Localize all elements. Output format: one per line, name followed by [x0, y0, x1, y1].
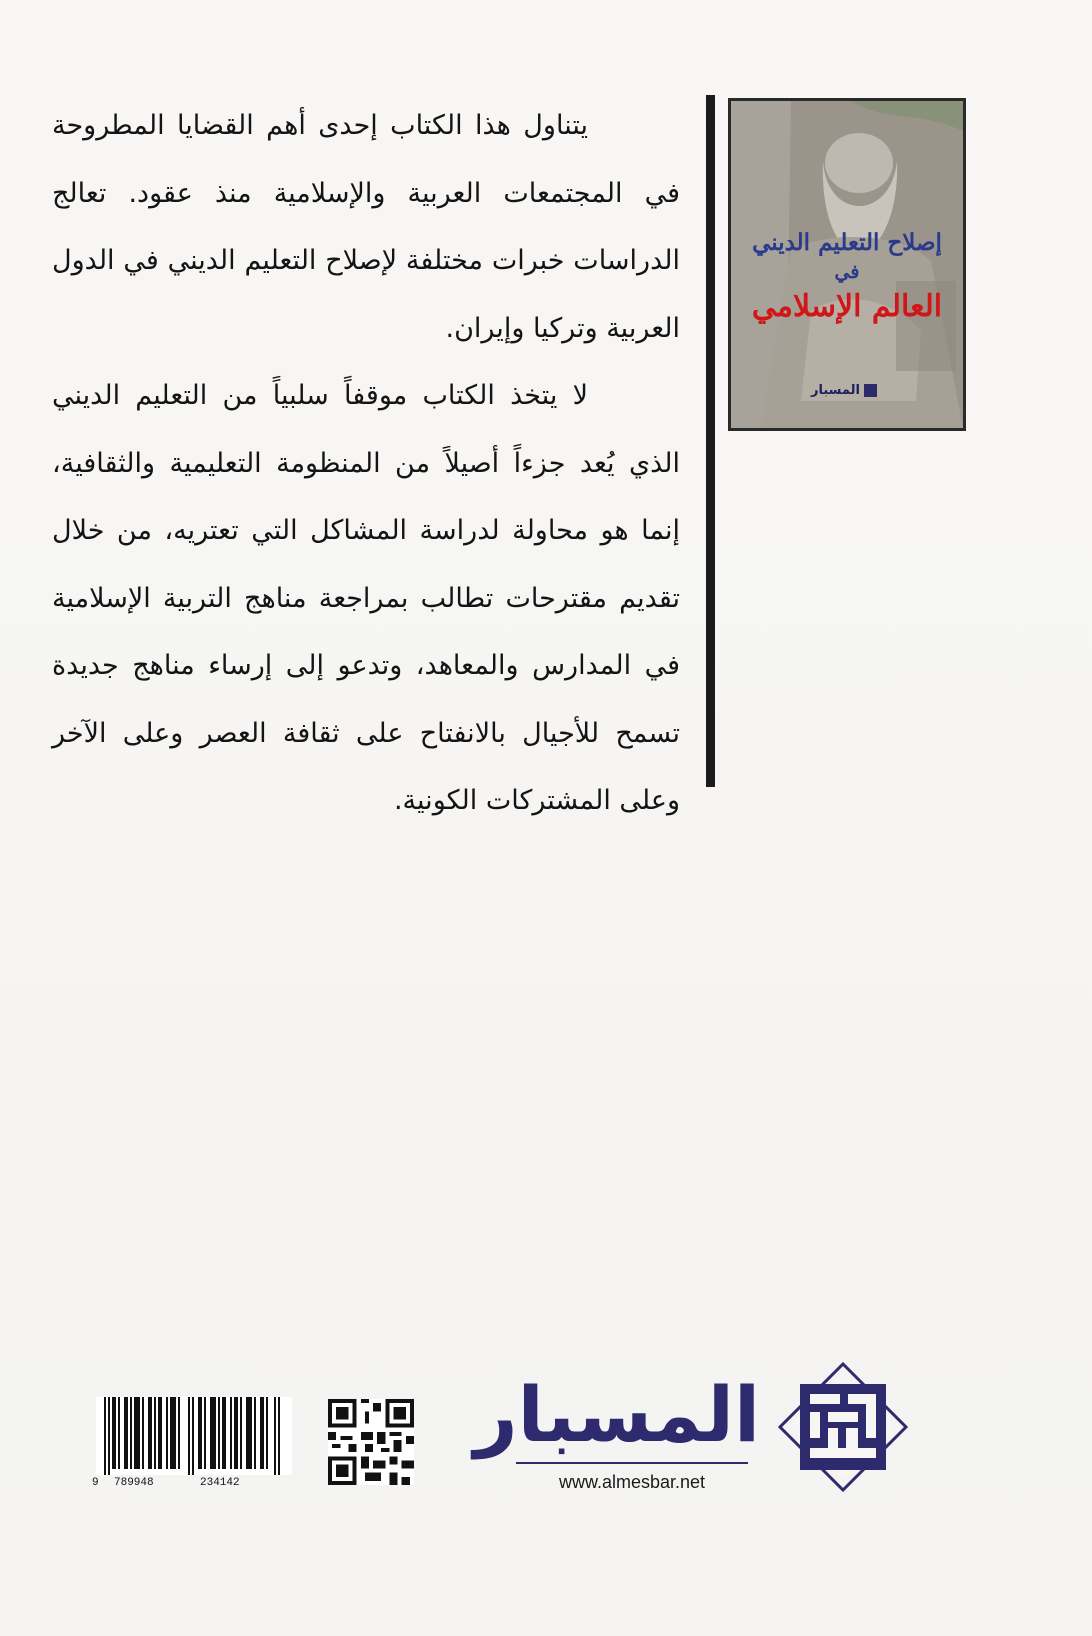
thumbnail-title-line-2: في: [834, 261, 860, 283]
thumbnail-title-line-1: إصلاح التعليم الديني: [752, 229, 942, 256]
qr-code-icon: [328, 1399, 414, 1485]
isbn-group-1: 789948: [114, 1477, 154, 1489]
isbn-group-2: 234142: [200, 1477, 240, 1489]
thumbnail-publisher-name: المسبار: [811, 383, 860, 398]
blurb-text: [52, 92, 680, 835]
blurb-paragraph-2: لا يتخذ الكتاب موقفاً سلبياً من التعليم الديني الذي يُعد جزءاً أصيلاً من المنظومة التعليمية والثقافية، إنما هو محاولة لدراسة المشاكل التي تعتريه، من خلال تقديم مقترحات تطالب بمراجعة مناهج التربية الإسلامية في المدارس والمعاهد، وتدعو إلى إرساء مناهج جديدة تسمح للأجيال بالانفتاح على ثقافة العصر وعلى الآخر وعلى المشتركات الكونية.: [52, 380, 680, 816]
thumbnail-title-line-3: العالم الإسلامي: [751, 289, 943, 324]
isbn-barcode: [96, 1397, 292, 1475]
publisher-website[interactable]: www.almesbar.net: [558, 1472, 706, 1492]
publisher-name: المسبار: [473, 1370, 760, 1459]
front-cover-thumbnail: [728, 98, 966, 431]
thumbnail-publisher-logo: [811, 383, 877, 398]
almesbar-kufic-logo-icon: [778, 1362, 908, 1492]
blurb-paragraph-1: يتناول هذا الكتاب إحدى أهم القضايا المطروحة في المجتمعات العربية والإسلامية منذ عقود. تعالج الدراسات خبرات مختلفة لإصلاح التعليم الديني في الدول العربية وتركيا وإيران.: [52, 110, 680, 344]
publisher-underline: [516, 1462, 748, 1464]
isbn-lead-digit: 9: [92, 1477, 99, 1489]
vertical-divider: [706, 95, 715, 787]
publisher-square-icon: [864, 384, 877, 397]
